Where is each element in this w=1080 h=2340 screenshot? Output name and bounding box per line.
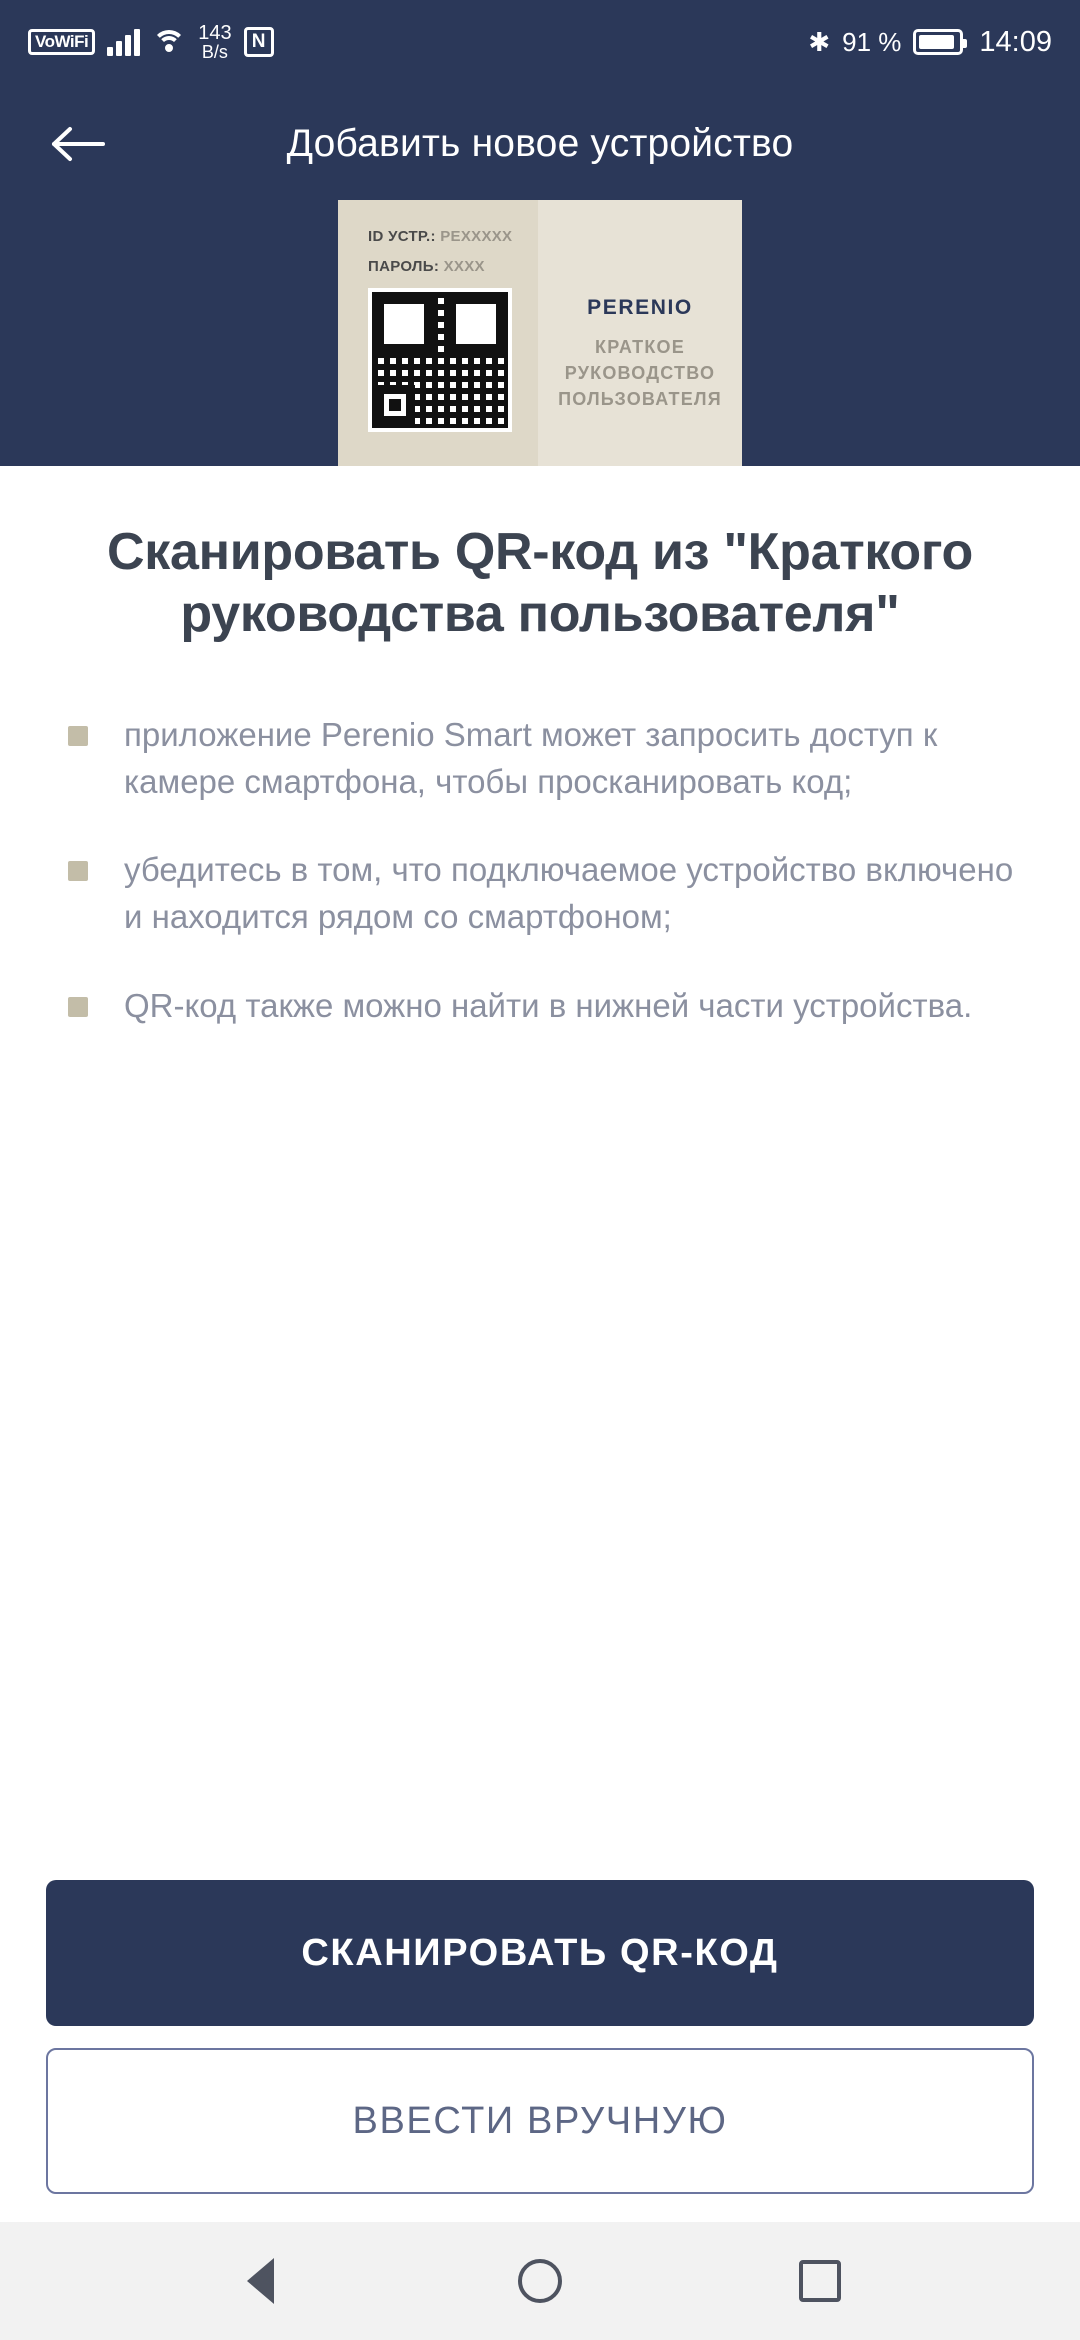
booklet-left-page [338,200,538,466]
list-item [68,983,1022,1030]
main-content [0,466,1080,2222]
nav-home-button[interactable] [495,2236,585,2326]
status-bar-clock: 14:09 [979,25,1052,58]
network-speed [198,23,231,62]
password-value: XXXX [443,258,485,275]
password-row [368,258,538,275]
action-buttons [46,1880,1034,2222]
status-bar-right [808,26,1052,59]
password-label: ПАРОЛЬ: [368,258,440,275]
bullet-square-icon [68,861,88,881]
bullet-square-icon [68,726,88,746]
guide-title-line1: КРАТКОЕ [595,336,685,357]
list-item-text: приложение Perenio Smart может запросить доступ к камере смартфона, чтобы просканировать код; [124,715,938,800]
arrow-left-icon [51,124,107,164]
guide-title-line2: РУКОВОДСТВО [564,362,716,383]
vowifi-icon: VoWiFi [28,29,95,55]
status-bar [0,0,1080,84]
status-bar-left [28,23,274,62]
list-item [68,712,1022,806]
network-speed-value: 143 [198,21,232,44]
wifi-icon [152,28,186,56]
nav-recents-icon [799,2260,841,2302]
app-bar [0,84,1080,204]
list-item-text: убедитесь в том, что подключаемое устройство включено и находится рядом со смартфоном; [124,851,1014,936]
nav-back-icon [247,2258,274,2304]
system-navigation-bar [0,2222,1080,2340]
nfc-icon: N [244,27,274,57]
device-id-value: PEXXXXX [440,228,513,245]
bluetooth-icon: ✱ [808,27,831,57]
network-speed-unit: B/s [201,42,228,63]
manual-entry-button[interactable]: ВВЕСТИ ВРУЧНУЮ [46,2048,1034,2194]
booklet-right-page [538,200,742,466]
nav-home-icon [518,2259,562,2303]
headline: Сканировать QR-код из "Краткого руководства пользователя" [106,523,974,643]
qr-code-icon [368,288,512,432]
battery-icon [913,29,963,55]
back-button[interactable] [46,111,112,177]
guide-title-line3: ПОЛЬЗОВАТЕЛЯ [558,389,722,410]
signal-bars-icon [107,28,140,56]
nav-recents-button[interactable] [775,2236,865,2326]
hint-list [46,712,1034,1072]
brand-name: PERENIO [587,295,693,319]
hero-illustration [0,204,1080,466]
quick-guide-booklet [338,200,742,466]
scan-qr-button[interactable]: СКАНИРОВАТЬ QR-КОД [46,1880,1034,2026]
list-item-text: QR-код также можно найти в нижней части устройства. [124,987,973,1025]
device-id-label: ID УСТР.: [368,228,436,245]
page-title: Добавить новое устройство [286,122,794,165]
nav-back-button[interactable] [215,2236,305,2326]
bullet-square-icon [68,997,88,1017]
battery-percent: 91 % [842,26,902,57]
device-id-row [368,228,538,245]
list-item [68,847,1022,941]
